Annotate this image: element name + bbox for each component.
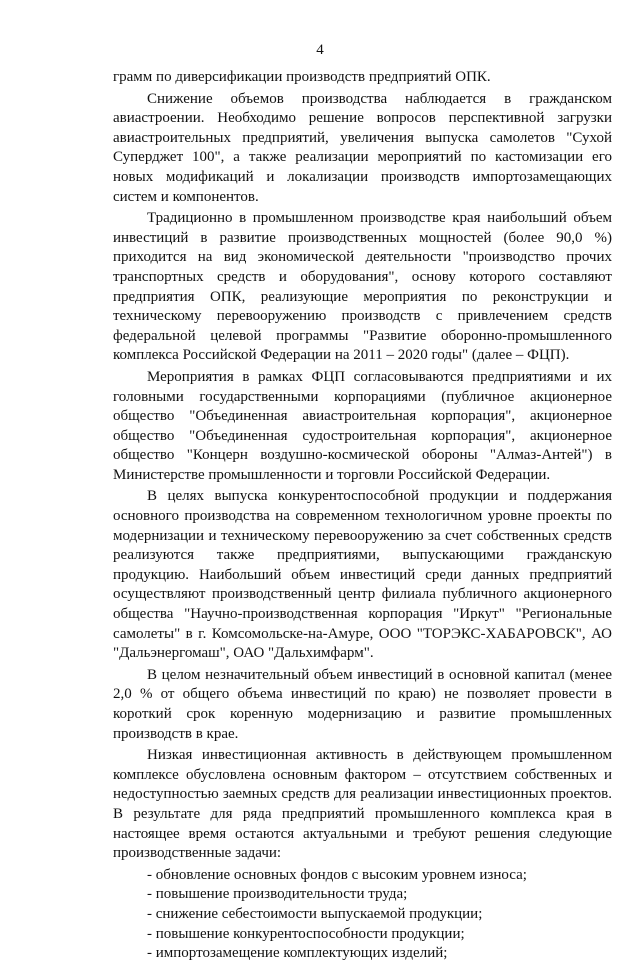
paragraph-investment: Традиционно в промышленном производстве края наибольший объем инвестиций в развитие производственных мощностей (более 90,0 %) приходится на вид экономической деятельности "производство прочих транспортных средств и оборудования", основу которого составляют предприятия ОПК, реализующие мероприятия по реконструкции и техническому перевооружению производств с привлечением средств федеральной целевой программы "Развитие оборонно-промышленного комплекса Российской Федерации на 2011 – 2020 годы" (далее – ФЦП). [113,210,612,364]
paragraph-continuation: грамм по диверсификации производств предприятий ОПК. [113,69,491,85]
document-body [113,68,612,964]
paragraph-fcp-measures: Мероприятия в рамках ФЦП согласовываются предприятиями и их головными государственными корпорациями (публичное акционерное общество "Объединенная авиастроительная корпорация", акционерное общество "Объединенная судостроительная корпорация", акционерное общество "Концерн воздушно-космической обороны "Алмаз-Антей") в Министерстве промышленности и торговли Российской Федерации. [113,368,612,483]
task-list [113,866,612,964]
list-item: - обновление основных фондов с высоким уровнем износа; [147,866,612,886]
list-item: - снижение себестоимости выпускаемой продукции; [147,905,612,925]
list-item: - повышение производительности труда; [147,885,612,905]
list-item: - импортозамещение комплектующих изделий; [147,944,612,964]
paragraph-aviation: Снижение объемов производства наблюдается в гражданском авиастроении. Необходимо решение вопросов перспективной загрузки авиастроительных предприятий, увеличения выпуска самолетов "Сухой Суперджет 100", а также реализации мероприятий по кастомизации его новых модификаций и локализации производств импортозамещающих систем и компонентов. [113,90,612,205]
paragraph-competitiveness: В целях выпуска конкурентоспособной продукции и поддержания основного производства на современном технологичном уровне проекты по модернизации и техническому перевооружению за счет собственных средств реализуются также предприятиями, выпускающими гражданскую продукцию. Наибольший объем инвестиций среди данных предприятий осуществляют производственный центр филиала публичного акционерного общества "Научно-производственная корпорация "Иркут" "Региональные самолеты" в г. Комсомольске-на-Амуре, ООО "ТОРЭКС-ХАБАРОВСК", АО "Дальэнергомаш", ОАО "Дальхимфарм". [113,488,612,662]
paragraph-low-investment: В целом незначительный объем инвестиций в основной капитал (менее 2,0 % от общего объема инвестиций по краю) не позволяет провести в короткий срок коренную модернизацию и развитие промышленных производств в крае. [113,666,612,742]
page-number: 4 [316,42,324,58]
paragraph-tasks-intro: Низкая инвестиционная активность в действующем промышленном комплексе обусловлена основным фактором – отсутствием собственных и недоступностью заемных средств для реализации инвестиционных проектов. В результате для ряда предприятий промышленного комплекса края в настоящее время остаются актуальными и требуют решения следующие производственные задачи: [113,747,612,862]
list-item: - повышение конкурентоспособности продукции; [147,925,612,945]
